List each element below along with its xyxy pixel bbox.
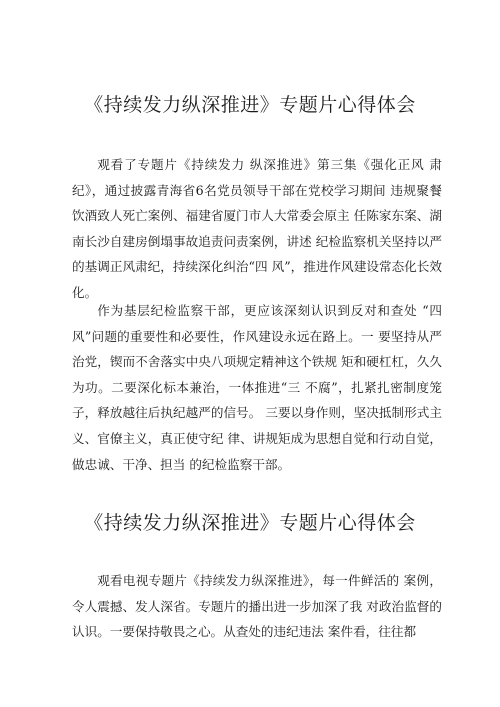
section-1-paragraph-1: 观看了专题片《持续发力 纵深推进》第三集《强化正风 肃纪》，通过披露青海省6名党员领导干部在党校学习期间 违规聚餐饮酒致人死亡案例、福建省厦门市人大常委会原主 任陈家东案、湖南长沙自建房倒塌事故追责问责案例，讲述 纪检监察机关坚持以严的基调正风肃纪，持续深化纠治“四 风”，推进作风建设常态化长效化。	[72, 157, 442, 300]
section-title-1: 《持续发力纵深推进》专题片心得体会	[84, 94, 416, 116]
section-title-2: 《持续发力纵深推进》专题片心得体会	[84, 512, 416, 534]
section-1-paragraph-2: 作为基层纪检监察干部，更应该深刻认识到反对和查处 “四风”问题的重要性和必要性，作风建设永远在路上。一 要坚持从严治党，锲而不舍落实中央八项规定精神这个铁规 矩和硬杠杠，久久为功。二要深化标本兼治，一体推进“三 不腐”，扎紧扎密制度笼子，释放越往后执纪越严的信号。 三要以身作则，坚决抵制形式主义、官僚主义，真正使守纪 律、讲规矩成为思想自觉和行动自觉，做忠诚、干净、担当 的纪检监察干部。	[72, 303, 442, 472]
section-2-paragraph-1: 观看电视专题片《持续发力纵深推进》，每一件鲜活的 案例，令人震撼、发人深省。专题片的播出进一步加深了我 对政治监督的认识。一要保持敬畏之心。从查处的违纪违法 案件看，往往都	[72, 573, 442, 640]
